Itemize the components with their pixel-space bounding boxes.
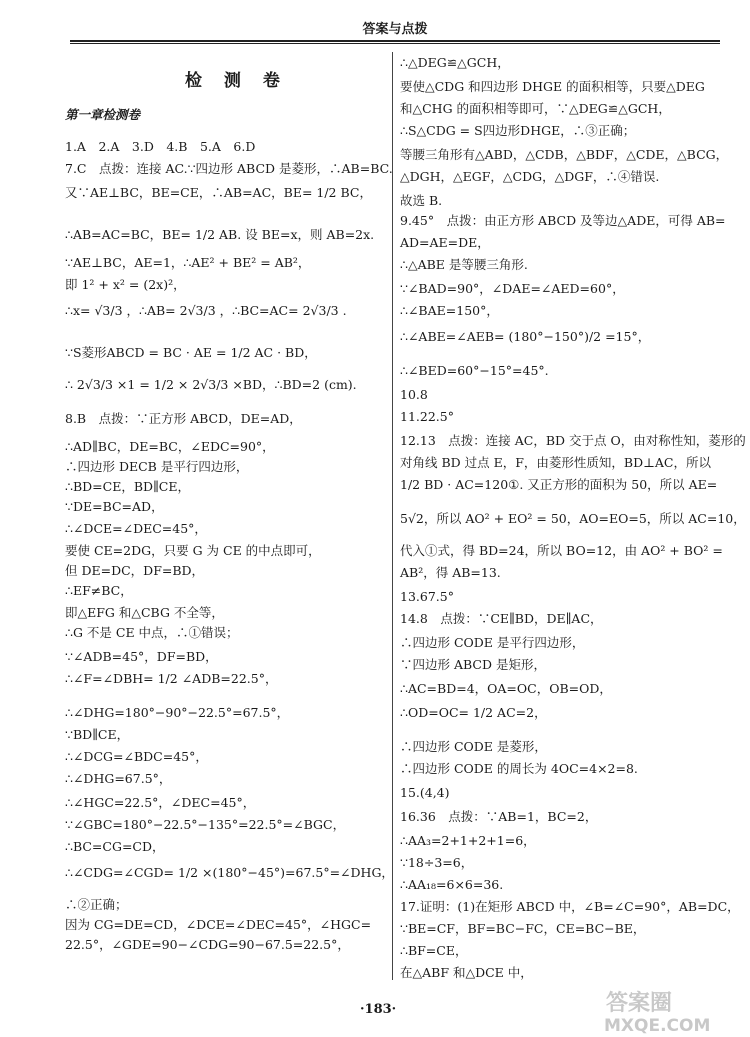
section-heading: 第一章检测卷 (65, 107, 141, 122)
text-line: △DGH，△EGF，△CDG，△DGF，∴④错误. (400, 169, 660, 184)
text-line: ∴四边形 CODE 是平行四边形， (400, 635, 585, 650)
text-line: ∴∠DCG=∠BDC=45°， (65, 749, 208, 764)
text-line: ∴EF≠BC， (65, 583, 133, 598)
text-line: ∴AA₁₈=6×6=36. (400, 877, 504, 892)
text-line: ∴ 2√3/3 ×1 = 1/2 × 2√3/3 ×BD，∴BD=2 (cm). (65, 377, 357, 392)
text-line: 16.36 点拨：∵AB=1，BC=2， (400, 809, 598, 824)
text-line: ∵18÷3=6， (400, 855, 474, 870)
text-line: ∴AD∥BC，DE=BC，∠EDC=90°， (65, 439, 275, 454)
text-line: ∵四边形 ABCD 是矩形， (400, 657, 546, 672)
text-line: ∵∠GBC=180°−22.5°−135°=22.5°=∠BGC， (65, 817, 346, 832)
column-divider (392, 52, 393, 980)
text-line: 因为 CG=DE=CD，∠DCE=∠DEC=45°，∠HGC= (65, 917, 372, 932)
text-line: 10.8 (400, 387, 428, 402)
header-rule-thin (70, 43, 720, 44)
running-header: 答案与点拨 (362, 22, 428, 37)
text-line: ∴∠F=∠DBH= 1/2 ∠ADB=22.5°， (65, 671, 278, 686)
text-line: ∴∠DCE=∠DEC=45°， (65, 521, 207, 536)
text-line: 即△EFG 和△CBG 不全等， (65, 605, 224, 620)
text-line: ∵DE=BC=AD， (65, 499, 164, 514)
text-line: ∵BD∥CE， (65, 727, 130, 742)
text-line: 要使△CDG 和四边形 DHGE 的面积相等，只要△DEG (400, 79, 705, 94)
text-line: 1.A 2.A 3.D 4.B 5.A 6.D (65, 139, 256, 154)
header-rule (70, 40, 720, 42)
text-line: ∵BE=CF，BF=BC−FC，CE=BC−BE， (400, 921, 646, 936)
text-line: AB²，得 AB=13. (400, 565, 501, 580)
text-line: ∴BD=CE，BD∥CE， (65, 479, 190, 494)
text-line: 在△ABF 和△DCE 中， (400, 965, 533, 980)
text-line: ∴AB=AC=BC，BE= 1/2 AB. 设 BE=x，则 AB=2x. (65, 227, 375, 242)
text-line: 对角线 BD 过点 E，F，由菱形性质知，BD⊥AC，所以 (400, 455, 711, 470)
text-line: ∴BC=CG=CD， (65, 839, 165, 854)
text-line: ∴x= √3/3 ，∴AB= 2√3/3 ，∴BC=AC= 2√3/3 . (65, 303, 347, 318)
text-line: 13.67.5° (400, 589, 454, 604)
text-line: ∴△ABE 是等腰三角形. (400, 257, 528, 272)
text-line: ∴四边形 CODE 是菱形， (400, 739, 547, 754)
doc-title: 检 测 卷 (185, 71, 288, 91)
text-line: 等腰三角形有△ABD，△CDB，△BDF，△CDE，△BCG， (400, 147, 729, 162)
text-line: ∴∠BED=60°−15°=45°. (400, 363, 549, 378)
watermark-logo: 答案圈 (606, 991, 673, 1016)
text-line: ∴AC=BD=4，OA=OC，OB=OD， (400, 681, 612, 696)
text-line: 15.(4,4) (400, 785, 450, 800)
text-line: 12.13 点拨：连接 AC，BD 交于点 O，由对称性知，菱形的 (400, 433, 746, 448)
text-line: 又∵AE⊥BC，BE=CE，∴AB=AC，BE= 1/2 BC， (65, 185, 372, 200)
text-line: 但 DE=DC，DF=BD， (65, 563, 205, 578)
text-line: ∴∠BAE=150°， (400, 303, 499, 318)
text-line: ∴∠CDG=∠CGD= 1/2 ×(180°−45°)=67.5°=∠DHG， (65, 865, 394, 880)
text-line: ∴AA₃=2+1+2+1=6， (400, 833, 536, 848)
text-line: 和△CHG 的面积相等即可，∵△DEG≌△GCH， (400, 101, 671, 116)
text-line: ∴BF=CE， (400, 943, 468, 958)
text-line: ∴G 不是 CE 中点，∴①错误； (65, 625, 239, 640)
text-line: ∴∠HGC=22.5°，∠DEC=45°， (65, 795, 256, 810)
text-line: ∴∠ABE=∠AEB= (180°−150°)/2 =15°， (400, 329, 651, 344)
text-line: 故选 B. (400, 193, 443, 208)
text-line: ∴S△CDG = S四边形DHGE，∴③正确； (400, 123, 636, 138)
text-line: AD=AE=DE， (400, 235, 490, 250)
text-line: ∴四边形 DECB 是平行四边形， (65, 459, 249, 474)
text-line: 9.45° 点拨：由正方形 ABCD 及等边△ADE，可得 AB= (400, 213, 726, 228)
text-line: ∴OD=OC= 1/2 AC=2， (400, 705, 547, 720)
text-line: 即 1² + x² = (2x)²， (65, 277, 186, 292)
text-line: 8.B 点拨：∵正方形 ABCD，DE=AD， (65, 411, 302, 426)
page-number: ·183· (360, 1002, 397, 1017)
text-line: 1/2 BD · AC=120①. 又正方形的面积为 50，所以 AE= (400, 477, 718, 492)
text-line: 11.22.5° (400, 409, 454, 424)
text-line: ∵∠BAD=90°，∠DAE=∠AED=60°， (400, 281, 625, 296)
text-line: ∴∠DHG=67.5°， (65, 771, 172, 786)
text-line: ∵AE⊥BC，AE=1，∴AE² + BE² = AB²， (65, 255, 311, 270)
text-line: ∴②正确； (65, 897, 128, 912)
text-line: 5√2，所以 AO² + EO² = 50，AO=EO=5，所以 AC=10， (400, 511, 746, 526)
text-line: 14.8 点拨：∵CE∥BD，DE∥AC， (400, 611, 603, 626)
text-line: ∴∠DHG=180°−90°−22.5°=67.5°， (65, 705, 290, 720)
text-line: ∴△DEG≌△GCH， (400, 55, 510, 70)
text-line: ∵∠ADB=45°，DF=BD， (65, 649, 218, 664)
watermark-site: MXQE.COM (604, 1016, 711, 1036)
text-line: ∴四边形 CODE 的周长为 4OC=4×2=8. (400, 761, 638, 776)
text-line: ∵S菱形ABCD = BC · AE = 1/2 AC · BD， (65, 345, 317, 360)
text-line: 要使 CE=2DG，只要 G 为 CE 的中点即可， (65, 543, 321, 558)
text-line: 17.证明：(1)在矩形 ABCD 中，∠B=∠C=90°，AB=DC， (400, 899, 740, 914)
text-line: 代入①式，得 BD=24，所以 BO=12，由 AO² + BO² = (400, 543, 723, 558)
text-line: 7.C 点拨：连接 AC.∵四边形 ABCD 是菱形，∴AB=BC. (65, 161, 393, 176)
text-line: 22.5°，∠GDE=90−∠CDG=90−67.5=22.5°， (65, 937, 350, 952)
